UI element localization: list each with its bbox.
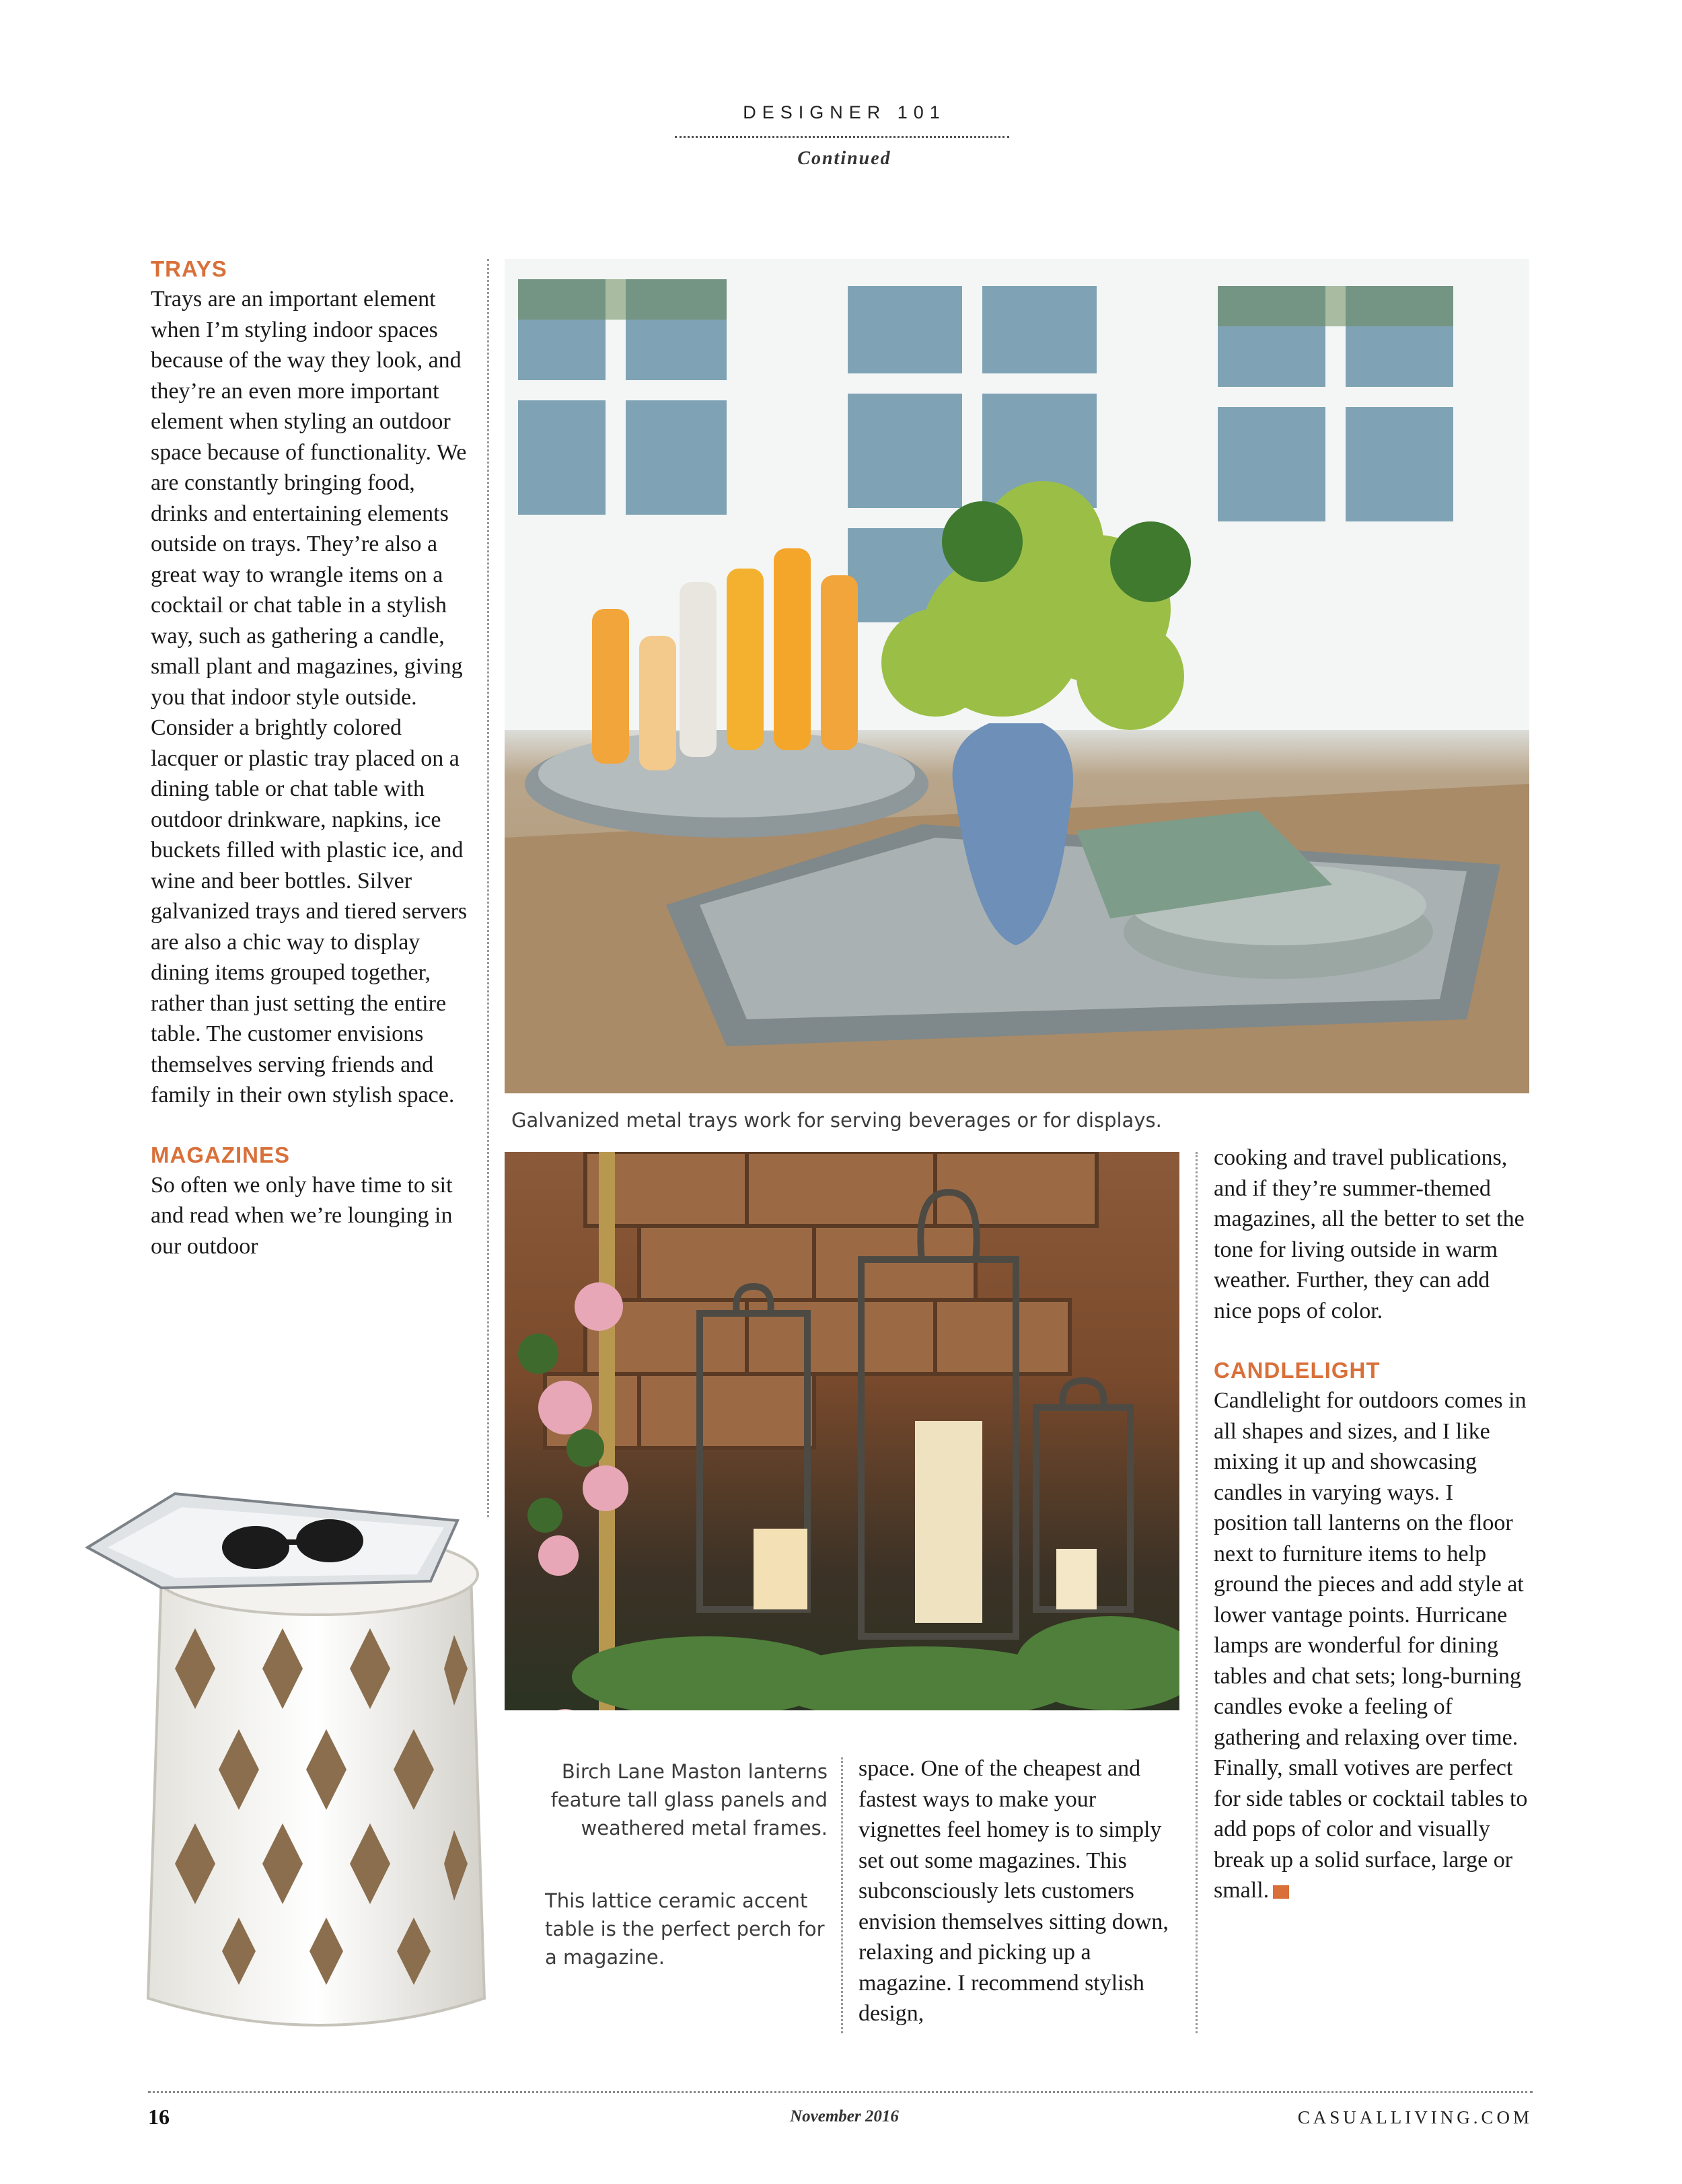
end-mark-icon (1273, 1885, 1289, 1899)
trays-photo-illustration (505, 259, 1529, 1093)
continued-label: Continued (797, 148, 891, 169)
column-right (1214, 1142, 1533, 1906)
trays-photo-caption: Galvanized metal trays work for serving beverages or for displays. (511, 1109, 1162, 1132)
header-divider (675, 136, 1009, 138)
ceramic-stool-illustration (81, 1473, 511, 2052)
column-divider-left (487, 259, 489, 1517)
page-number: 16 (148, 2105, 170, 2129)
footer-divider (148, 2091, 1533, 2093)
magazines-body-part2: space. One of the cheapest and fastest ways to make your vignettes feel homey is to simply set out some magazines. This subconsciously lets customers envision themselves sitting down, relaxing and picking up a magazine. I recommend stylish design, (858, 1756, 1169, 2026)
candlelight-body: Candlelight for outdoors comes in all shapes and sizes, and I like mixing it up and showcasing candles in varying ways. I position tall lanterns on the floor next to furniture items to help ground the pieces and add style at lower vantage points. Hurricane lamps are wonderful for dining tables and chat sets; long-burning candles evoke a feeling of gathering and relaxing over time. Finally, small votives are perfect for side tables or cocktail tables to add pops of color and visually break up a solid surface, large or small. (1214, 1388, 1528, 1903)
lanterns-photo-caption: Birch Lane Maston lanterns feature tall glass panels and weathered metal frames. (550, 1760, 828, 1840)
ceramic-stool-photo (81, 1473, 511, 2052)
magazines-heading: MAGAZINES (151, 1142, 290, 1167)
stool-photo-caption: This lattice ceramic accent table is the perfect perch for a magazine. (545, 1889, 825, 1969)
issue-date: November 2016 (790, 2107, 899, 2125)
site-url: CASUALLIVING.COM (1297, 2107, 1533, 2127)
magazines-body-part1: So often we only have time to sit and read when we’re lounging in our outdoor (151, 1172, 453, 1259)
trays-body: Trays are an important element when I’m styling indoor spaces because of the way they look, and they’re an even more important element when styling an outdoor space because of functionality. We are constantly bringing food, drinks and entertaining elements outside on trays. They’re also a great way to wrangle items on a cocktail or chat table in a stylish way, such as gathering a candle, small plant and magazines, giving you that indoor style outside. Consider a brightly colored lacquer or plastic tray placed on a dining table or chat table with outdoor drinkware, napkins, ice buckets filled with plastic ice, and wine and beer bottles. Silver galvanized trays and tiered servers are also a chic way to display dining items grouped together, rather than just setting the entire table. The customer envisions themselves serving friends and family in their own stylish space. (151, 287, 468, 1107)
column-divider-middle (841, 1757, 843, 2033)
trays-heading: TRAYS (151, 256, 227, 281)
lanterns-photo-illustration (505, 1152, 1179, 1710)
trays-photo (505, 259, 1529, 1093)
lanterns-photo (505, 1152, 1179, 1710)
candlelight-heading: CANDLELIGHT (1214, 1358, 1381, 1383)
column-left (151, 254, 474, 1262)
section-label: DESIGNER 101 (743, 102, 946, 122)
magazines-body-part3: cooking and travel publications, and if they’re summer-themed magazines, all the better to set the tone for living outside in warm weather. Further, they can add nice pops of color. (1214, 1145, 1525, 1323)
column-divider-right (1196, 1152, 1198, 2033)
